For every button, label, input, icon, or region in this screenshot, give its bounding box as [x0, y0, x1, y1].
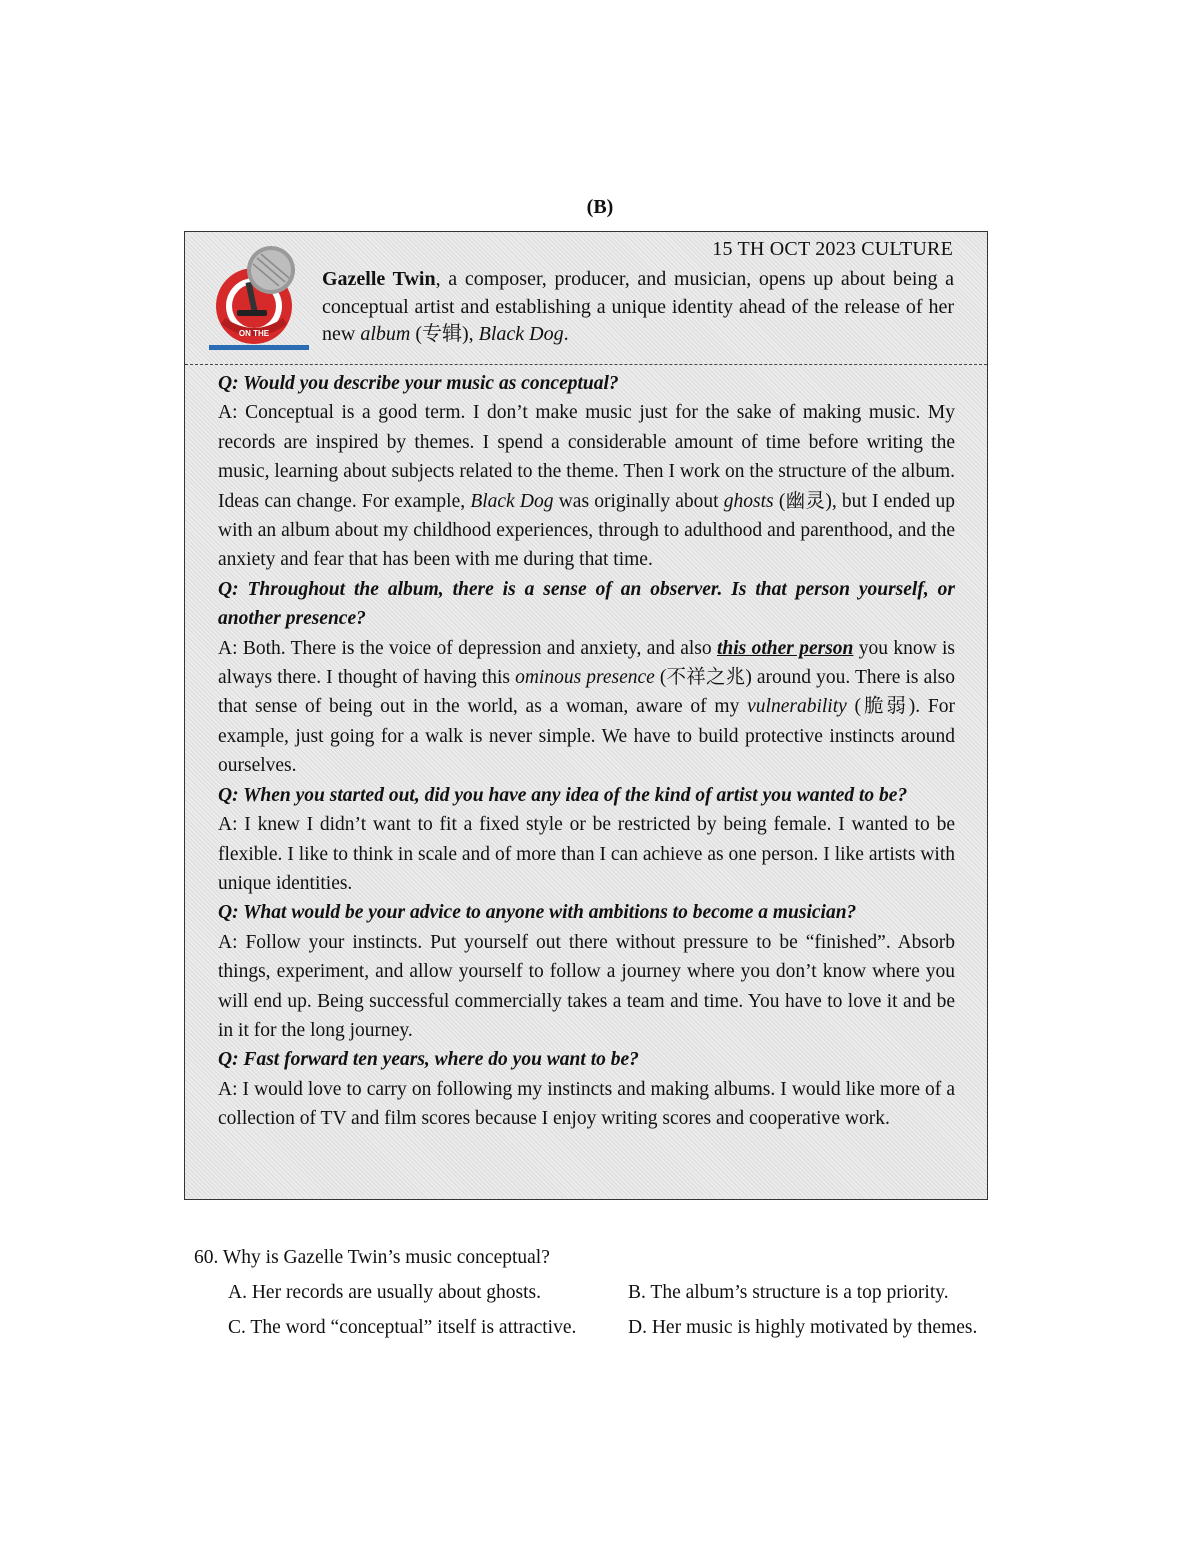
answer-text: A: Conceptual is a good term. I don’t make music just for the sake of making music. My records are inspired by themes. I spend a considerable amount of time before writing the music, learning about subjects related to the theme. Then I work on the structure of the album. Ideas can change. For example,	[218, 402, 955, 512]
question-5: Q: Fast forward ten years, where do you want to be?	[218, 1049, 639, 1071]
option-a[interactable]: A. Her records are usually about ghosts.	[228, 1282, 541, 1303]
album-word: album	[360, 323, 411, 345]
date-category-line: 15 TH OCT 2023 CULTURE	[712, 238, 953, 260]
qa-section	[218, 369, 955, 1134]
question-4: Q: What would be your advice to anyone with ambitions to become a musician?	[218, 902, 857, 924]
option-b[interactable]: B. The album’s structure is a top priority.	[628, 1282, 949, 1303]
answer-3: A: I knew I didn’t want to fit a fixed style or be restricted by being female. I wanted to be flexible. I like to think in scale and of more than I can achieve as one person. I like artists with unique identities.	[218, 814, 955, 894]
question-stem: 60. Why is Gazelle Twin’s music conceptual?	[194, 1247, 550, 1268]
answer-italic: ghosts	[723, 490, 774, 512]
multiple-choice-question	[194, 1240, 1014, 1345]
answer-options	[228, 1275, 1014, 1345]
answer-text: you know is always there. I thought of having this	[218, 637, 956, 689]
question-2: Q: Throughout the album, there is a sense of an observer. Is that person yourself, or another presence?	[218, 578, 955, 630]
answer-italic: ominous presence	[515, 667, 655, 689]
intro-end: .	[563, 323, 569, 345]
answer-4: A: Follow your instincts. Put yourself out there without pressure to be “finished”. Absorb things, experiment, and allow yourself to follow a journey where you don’t know where you will end up. Being successful commercially takes a team and time. You have to love it and be in it for the long journey.	[218, 931, 955, 1041]
option-d[interactable]: D. Her music is highly motivated by themes.	[628, 1317, 978, 1338]
svg-text:ON THE: ON THE	[238, 329, 270, 338]
answer-text: A: Both. There is the voice of depression and anxiety, and also	[218, 637, 717, 659]
album-gloss: (专辑),	[410, 323, 479, 345]
underlined-phrase: this other person	[716, 637, 854, 659]
microphone-logo-icon	[209, 244, 309, 350]
album-title: Black Dog	[478, 323, 564, 345]
answer-text: was originally about	[553, 490, 724, 512]
answer-text: (幽灵), but I ended up with an album about my childhood experiences, through to adulthood and parenthood, and the anxiety and fear that has been with me during that time.	[218, 490, 955, 571]
answer-1	[218, 398, 955, 574]
answer-text: (不祥之兆) around you. There is also that sense of being out in the world, as a woman, aware of my	[218, 667, 955, 718]
logo-underline	[209, 345, 309, 350]
answer-5: A: I would love to carry on following my instincts and making albums. I would like more of a collection of TV and film scores because I enjoy writing scores and cooperative work.	[218, 1078, 955, 1130]
option-c[interactable]: C. The word “conceptual” itself is attractive.	[228, 1317, 577, 1338]
article-header	[185, 232, 987, 366]
answer-italic: Black Dog	[470, 490, 554, 512]
intro-paragraph	[322, 266, 954, 349]
interview-article	[184, 231, 988, 1200]
question-3: Q: When you started out, did you have any idea of the kind of artist you wanted to be?	[218, 784, 908, 806]
dashed-divider	[185, 364, 987, 365]
question-1: Q: Would you describe your music as conceptual?	[218, 373, 619, 394]
answer-text: (脆弱). For example, just going for a walk is never simple. We have to build protective instincts around ourselves.	[218, 696, 956, 777]
answer-italic: vulnerability	[747, 696, 847, 718]
intro-text: , a composer, producer, and musician, opens up about being a conceptual artist and establishing a unique identity ahead of the release of her new	[322, 268, 955, 345]
section-label: (B)	[586, 196, 614, 218]
artist-name: Gazelle Twin	[322, 268, 436, 290]
answer-2	[218, 634, 955, 781]
